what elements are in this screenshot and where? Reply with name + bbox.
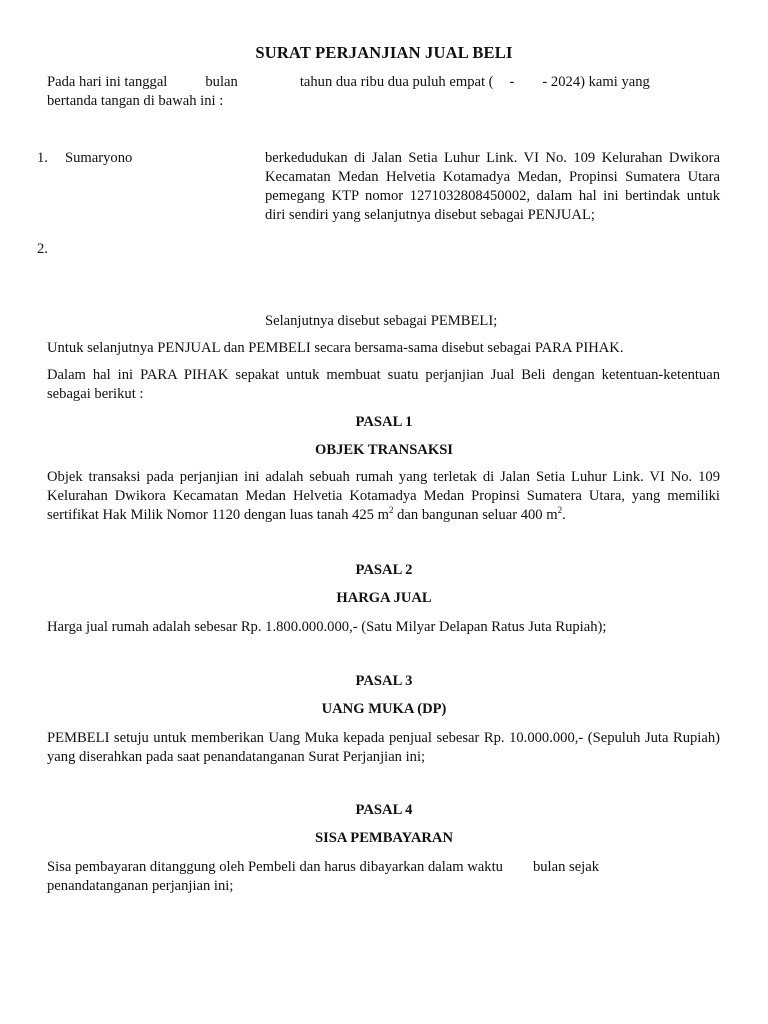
pasal-1-sup-b: 2 xyxy=(557,505,563,515)
document-title: SURAT PERJANJIAN JUAL BELI xyxy=(255,43,513,62)
pasal-1-heading: OBJEK TRANSAKSI xyxy=(314,442,453,458)
pasal-3-heading: UANG MUKA (DP) xyxy=(321,701,447,717)
pasal-4-text-a: Sisa pembayaran ditanggung oleh Pembeli dan harus dibayarkan dalam waktu xyxy=(47,859,503,875)
intro-part-1: Pada hari ini tanggal xyxy=(47,74,168,90)
intro-part-3: tahun dua ribu dua puluh empat ( xyxy=(299,74,494,90)
pasal-1-number: PASAL 1 xyxy=(355,414,413,430)
pasal-1-text-c: . xyxy=(562,507,566,523)
pasal-4-heading: SISA PEMBAYARAN xyxy=(314,830,453,846)
para-pihak-paragraph: Untuk selanjutnya PENJUAL dan PEMBELI secara bersama-sama disebut sebagai PARA PIHAK. xyxy=(47,340,624,356)
party-1-name: Sumaryono xyxy=(65,150,133,166)
pasal-3-text: PEMBELI setuju untuk memberikan Uang Muka kepada penjual sebesar Rp. 10.000.000,- (Sepuluh Juta Rupiah) yang diserahkan pada saat penandatanganan Surat Perjanjian ini; xyxy=(47,730,720,765)
pasal-2-number: PASAL 2 xyxy=(355,562,413,578)
pasal-4-line-1 xyxy=(47,858,720,877)
pasal-2-heading: HARGA JUAL xyxy=(336,590,432,606)
intro-part-5: - 2024) kami yang xyxy=(542,74,650,90)
agreement-intro-paragraph: Dalam hal ini PARA PIHAK sepakat untuk membuat suatu perjanjian Jual Beli dengan ketentuan-ketentuan sebagai berikut : xyxy=(47,367,720,402)
intro-line-1 xyxy=(47,73,727,92)
intro-paragraph xyxy=(47,73,727,111)
pasal-4-text xyxy=(47,858,720,896)
pasal-4-line-2: penandatanganan perjanjian ini; xyxy=(47,878,234,894)
party-1-number: 1. xyxy=(37,150,48,166)
intro-part-2: bulan xyxy=(205,74,238,90)
intro-part-4: - xyxy=(509,74,515,90)
pasal-1-text-a: Objek transaksi pada perjanjian ini adalah sebuah rumah yang terletak di Jalan Setia Luhur Link. VI No. 109 Kelurahan Dwikora Kecamatan Medan Helvetia Kotamadya Medan Propinsi Sumatera Utara, yang memiliki sertifikat Hak Milik Nomor 1120 dengan luas tanah 425 m xyxy=(47,469,720,523)
pasal-4-text-b: bulan sejak xyxy=(532,859,599,875)
intro-line-2: bertanda tangan di bawah ini : xyxy=(47,93,224,109)
party-1-description: berkedudukan di Jalan Setia Luhur Link. VI No. 109 Kelurahan Dwikora Kecamatan Medan Helvetia Kotamadya Medan, Propinsi Sumatera Utara pemegang KTP nomor 1271032808450002, dalam hal ini bertindak untuk diri sendiri yang selanjutnya disebut sebagai PENJUAL; xyxy=(265,150,720,223)
pembeli-note: Selanjutnya disebut sebagai PEMBELI; xyxy=(265,313,498,329)
pasal-4-number: PASAL 4 xyxy=(355,802,413,818)
pasal-1-text xyxy=(47,468,720,525)
pasal-1-sup-a: 2 xyxy=(388,505,394,515)
pasal-2-text: Harga jual rumah adalah sebesar Rp. 1.800.000.000,- (Satu Milyar Delapan Ratus Juta Rupiah); xyxy=(47,619,607,635)
pasal-1-text-b: dan bangunan seluar 400 m xyxy=(393,507,558,523)
party-2-number: 2. xyxy=(37,241,48,257)
pasal-3-number: PASAL 3 xyxy=(355,673,413,689)
